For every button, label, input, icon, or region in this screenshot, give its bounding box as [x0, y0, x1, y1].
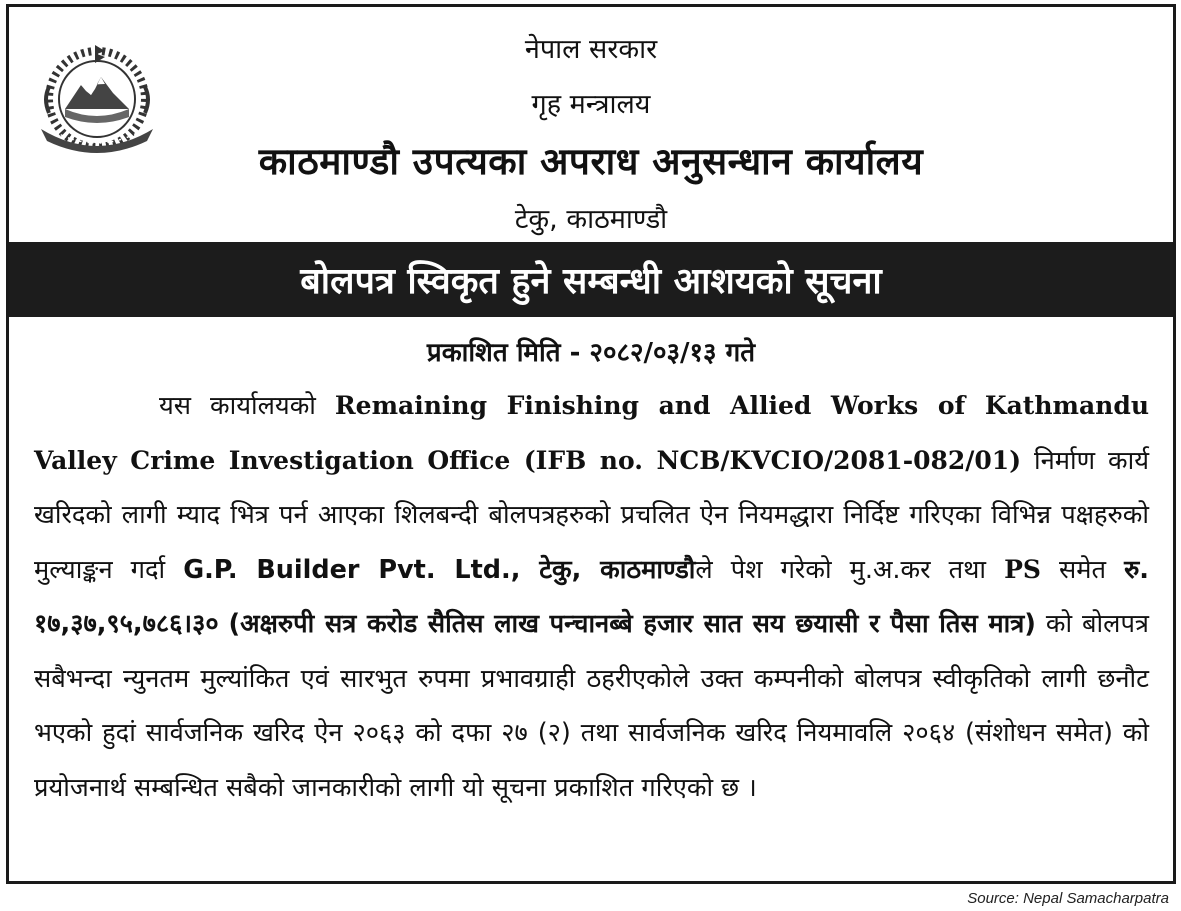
- body-including: समेत: [1058, 554, 1107, 585]
- bid-amount: रु. १७,३७,९५,७८६।३०: [34, 554, 1149, 639]
- office-name: काठमाण्डौ उपत्यका अपराध अनुसन्धान कार्यालय: [258, 140, 924, 183]
- body-process: निर्माण कार्य खरिदको लागी म्याद भित्र पर्न आएका शिलबन्दी बोलपत्रहरुको प्रचलित ऐन नियमद्धारा निर्दिष्ट गरिएका विभिन्न पक्षहरुको मुल्याङ्कन गर्दा: [34, 445, 1150, 585]
- ministry-name: गृह मन्त्रालय: [531, 89, 651, 120]
- project-name: Remaining Finishing and Allied Works of Kathmandu Valley Crime Investigation Office (IFB no. NCB/KVCIO/2081-082/01): [34, 391, 1149, 475]
- body-submitted: ले पेश गरेको मु.अ.कर तथा: [695, 554, 987, 585]
- government-name: नेपाल सरकार: [524, 34, 658, 65]
- notice-body: [34, 379, 1149, 815]
- bid-amount-words: (अक्षरुपी सत्र करोड सैतिस लाख पन्चानब्बे हजार सात सय छयासी र पैसा तिस मात्र): [228, 609, 1036, 639]
- published-date: प्रकाशित मिति - २०८२/०३/१३ गते: [426, 338, 756, 368]
- bidder-name: G.P. Builder Pvt. Ltd., टेकु, काठमाण्डौ: [183, 554, 696, 585]
- notice-title-band: [9, 242, 1173, 317]
- body-conclusion: को बोलपत्र सबैभन्दा न्युनतम मुल्यांकित एवं सारभुत रुपमा प्रभावग्राही ठहरीएकोले उक्त कम्पनीको बोलपत्र स्वीकृतिको लागी छनौट भएको हुदां सार्वजनिक खरिद ऐन २०६३ को दफा २७ (२) तथा सार्वजनिक खरिद नियमावलि २०६४ (संशोधन समेत) को प्रयोजनार्थ सम्बन्धित सबैको जानकारीको लागी यो सूचना प्रकाशित गरिएको छ ।: [34, 609, 1150, 803]
- source-credit: Source: Nepal Samacharpatra: [967, 890, 1169, 907]
- ps-label: PS: [1004, 554, 1041, 584]
- body-intro: यस कार्यालयको: [159, 391, 316, 421]
- notice-title: बोलपत्र स्विकृत हुने सम्बन्धी आशयको सूचना: [300, 261, 882, 302]
- notice-frame: [6, 4, 1176, 884]
- office-address: टेकु, काठमाण्डौ: [514, 204, 668, 235]
